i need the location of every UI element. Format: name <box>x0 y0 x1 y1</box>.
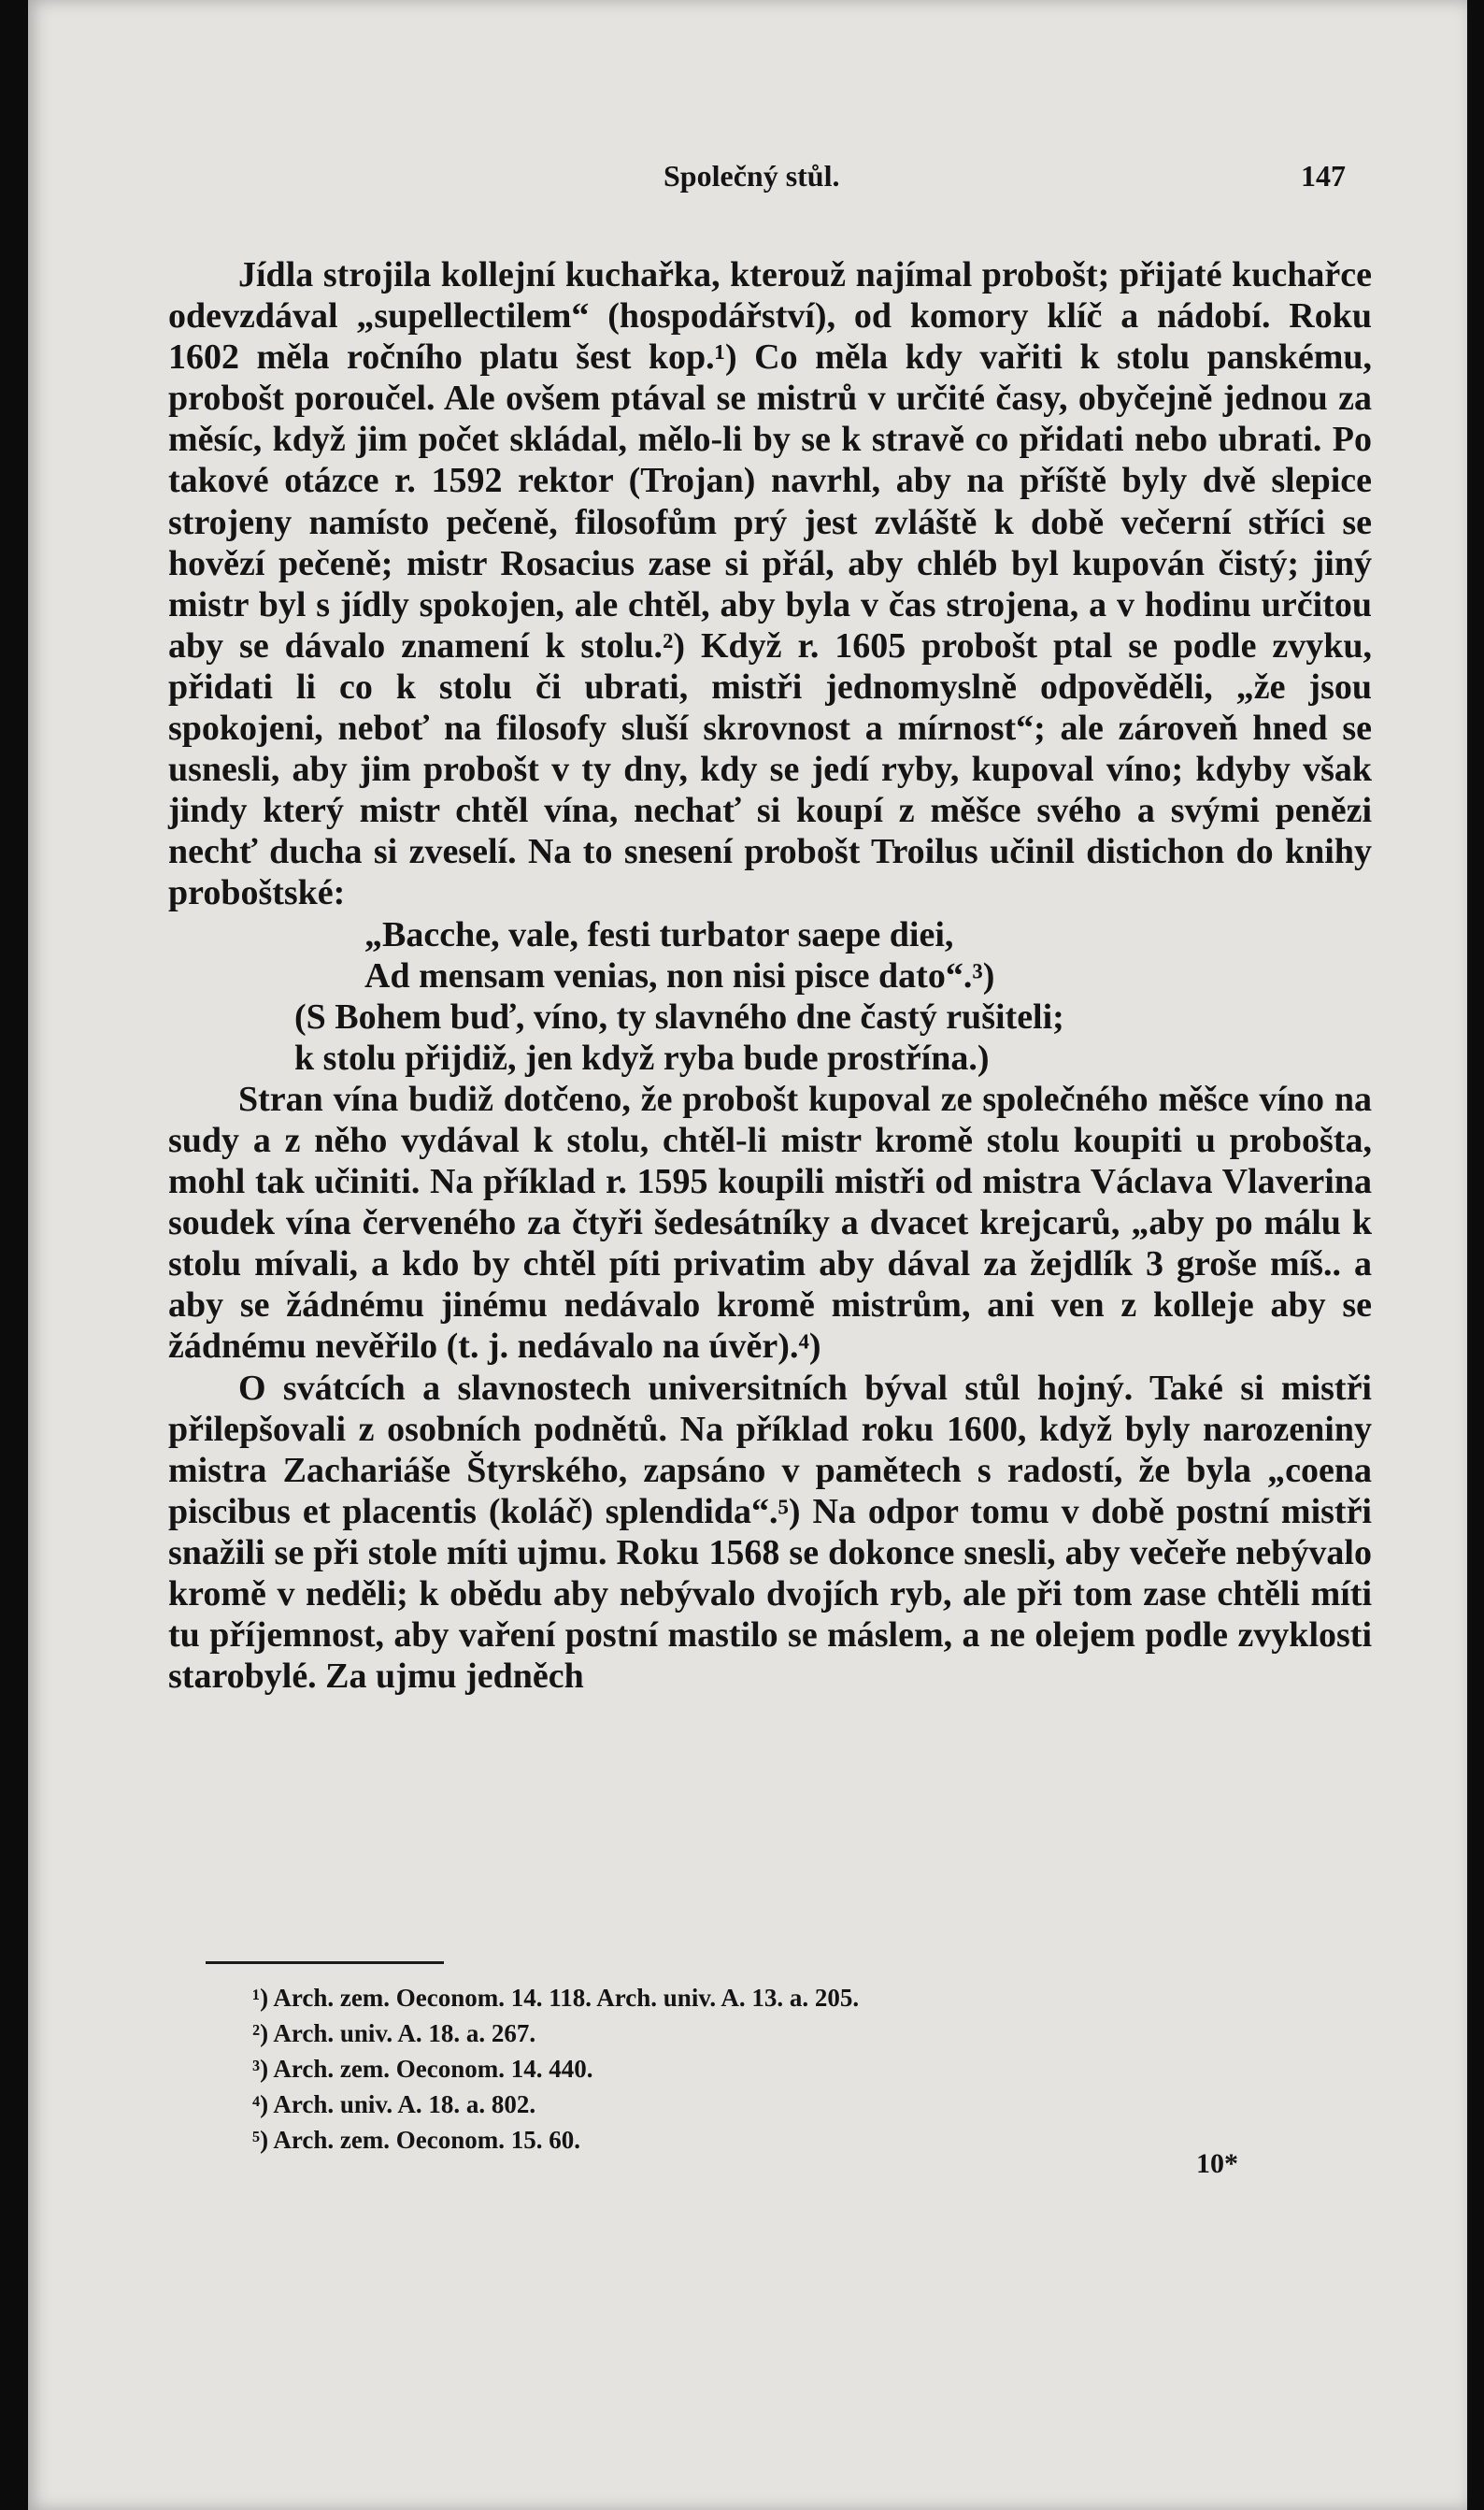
czech-translation <box>168 997 1372 1079</box>
footnote-1: ¹) Arch. zem. Oeconom. 14. 118. Arch. univ. A. 13. a. 205. <box>252 1984 860 2012</box>
main-text <box>168 254 1372 1697</box>
footnote-5: ⁵) Arch. zem. Oeconom. 15. 60. <box>252 2126 581 2154</box>
paragraph-2: Stran vína budiž dotčeno, že probošt kupoval ze společného měšce víno na sudy a z něho vydával k stolu, chtěl-li mistr kromě stolu koupiti u probošta, mohl tak učiniti. Na příklad r. 1595 koupili mistři od mistra Václava Vlaverina soudek vína červeného za čtyři šedesátníky a dvacet krejcarů, „aby po málu k stolu mívali, a kdo by chtěl píti privatim aby dával za žejdlík 3 groše míš.. a aby se žádnému jinému nedávalo kromě mistrům, ani ven z kolleje aby se žádnému nevěřilo (t. j. nedávalo na úvěr).⁴) <box>168 1079 1372 1367</box>
footnote-2: ²) Arch. univ. A. 18. a. 267. <box>252 2019 536 2047</box>
signature-mark: 10* <box>1196 2148 1238 2179</box>
footnotes <box>252 1980 859 2158</box>
verse-line-2: Ad mensam venias, non nisi pisce dato“.³) <box>364 955 995 996</box>
translation-line-1: (S Bohem buď, víno, ty slavného dne častý rušiteli; <box>294 997 1064 1037</box>
latin-distich <box>168 914 1372 997</box>
book-page <box>28 0 1467 2510</box>
page-number: 147 <box>1301 159 1346 193</box>
verse-line-1: „Bacche, vale, festi turbator saepe diei, <box>364 914 954 954</box>
footnote-3: ³) Arch. zem. Oeconom. 14. 440. <box>252 2055 593 2083</box>
footnote-4: ⁴) Arch. univ. A. 18. a. 802. <box>252 2090 536 2118</box>
translation-line-2: k stolu přijdiž, jen když ryba bude prostřína.) <box>294 1038 990 1078</box>
running-title: Společný stůl. <box>664 159 840 193</box>
running-header <box>168 159 1346 196</box>
paragraph-3: O svátcích a slavnostech universitních býval stůl hojný. Také si mistři přilepšovali z osobních podnětů. Na příklad roku 1600, když byly narozeniny mistra Zachariáše Štyrského, zapsáno v pamětech s radostí, že byla „coena piscibus et placentis (koláč) splendida“.⁵) Na odpor tomu v době postní mistři snažili se při stole míti ujmu. Roku 1568 se dokonce snesli, aby večeře nebývalo kromě v neděli; k obědu aby nebývalo dvojích ryb, ale při tom zase chtěli míti tu příjemnost, aby vaření postní mastilo se máslem, a ne olejem podle zvyklosti starobylé. Za ujmu jedněch <box>168 1368 1372 1697</box>
footnote-rule <box>206 1961 444 1964</box>
paragraph-1: Jídla strojila kollejní kuchařka, kterouž najímal probošt; přijaté kuchařce odevzdával „supellectilem“ (hospodářství), od komory klíč a nádobí. Roku 1602 měla ročního platu šest kop.¹) Co měla kdy vařiti k stolu panskému, probošt poroučel. Ale ovšem ptával se mistrů v určité časy, obyčejně jednou za měsíc, když jim počet skládal, mělo-li by se k stravě co přidati nebo ubrati. Po takové otázce r. 1592 rektor (Trojan) navrhl, aby na příště byly dvě slepice strojeny namísto pečeně, filosofům prý jest zvláště k době večerní stříci se hovězí pečeně; mistr Rosacius zase si přál, aby chléb byl kupován čistý; jiný mistr byl s jídly spokojen, ale chtěl, aby byla v čas strojena, a v hodinu určitou aby se dávalo znamení k stolu.²) Když r. 1605 probošt ptal se podle zvyku, přidati li co k stolu či ubrati, mistři jednomyslně odpověděli, „že jsou spokojeni, neboť na filosofy sluší skrovnost a mírnost“; ale zároveň hned se usnesli, aby jim probošt v ty dny, kdy se jedí ryby, kupoval víno; kdyby však jindy který mistr chtěl vína, nechať si koupí z měšce svého a svými penězi nechť ducha si zveselí. Na to snesení probošt Troilus učinil distichon do knihy proboštské: <box>168 255 1372 913</box>
